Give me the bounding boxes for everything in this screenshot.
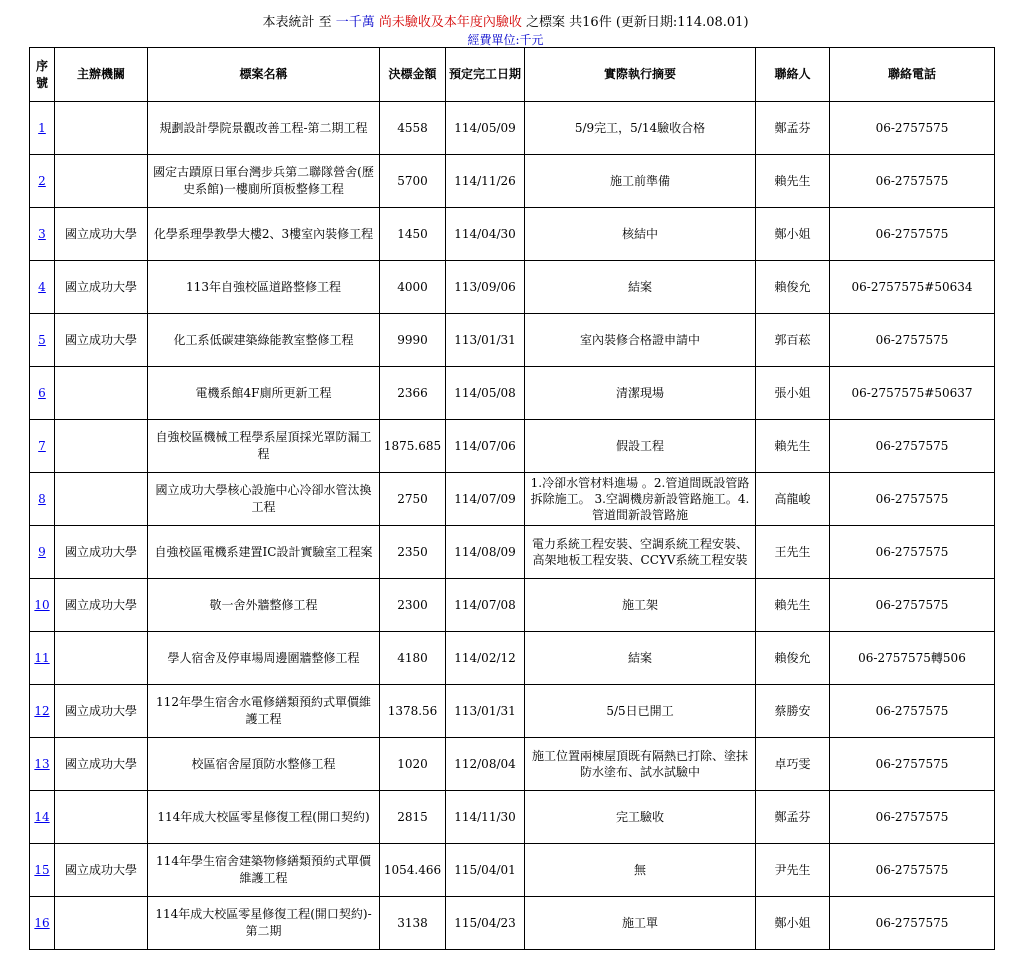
table-row	[30, 526, 995, 579]
cell-name: 化工系低碳建築綠能教室整修工程	[148, 314, 380, 367]
row-number-cell	[30, 738, 55, 791]
row-number-cell	[30, 526, 55, 579]
table-row	[30, 579, 995, 632]
cell-date: 114/05/08	[446, 367, 525, 420]
cell-amount: 1020	[380, 738, 446, 791]
cell-phone: 06-2757575	[830, 897, 995, 950]
col-header-date: 預定完工日期	[446, 48, 525, 102]
cell-amount: 2300	[380, 579, 446, 632]
row-number-cell	[30, 367, 55, 420]
cell-name: 114年成大校區零星修復工程(開口契約)	[148, 791, 380, 844]
cell-agency	[55, 473, 148, 526]
cell-contact: 鄭小姐	[756, 208, 830, 261]
cell-summary: 結案	[525, 261, 756, 314]
col-header-agency: 主辦機關	[55, 48, 148, 102]
unit-note: 經費單位:千元	[467, 33, 544, 47]
cell-phone: 06-2757575	[830, 155, 995, 208]
cell-summary: 1.冷卻水管材料進場 。2.管道間既設管路拆除施工。 3.空調機房新設管路施工。4.管道間新設管路施	[525, 473, 756, 526]
row-number-cell	[30, 897, 55, 950]
cell-agency: 國立成功大學	[55, 261, 148, 314]
table-row	[30, 685, 995, 738]
cell-name: 自強校區機械工程學系屋頂採光罩防漏工程	[148, 420, 380, 473]
title-suffix: 之標案 共16件 (更新日期:114.08.01)	[526, 15, 749, 30]
col-header-phone: 聯絡電話	[830, 48, 995, 102]
cell-contact: 鄭小姐	[756, 897, 830, 950]
cell-contact: 賴先生	[756, 420, 830, 473]
cell-summary: 施工單	[525, 897, 756, 950]
cell-phone: 06-2757575	[830, 420, 995, 473]
cell-summary: 施工前準備	[525, 155, 756, 208]
row-number-link[interactable]: 14	[34, 809, 50, 824]
row-number-cell	[30, 208, 55, 261]
row-number-link[interactable]: 5	[38, 332, 46, 347]
cell-date: 114/11/30	[446, 791, 525, 844]
cell-date: 114/04/30	[446, 208, 525, 261]
cell-phone: 06-2757575	[830, 685, 995, 738]
cell-summary: 5/5日已開工	[525, 685, 756, 738]
cell-name: 114年成大校區零星修復工程(開口契約)-第二期	[148, 897, 380, 950]
table-row	[30, 261, 995, 314]
cell-agency: 國立成功大學	[55, 314, 148, 367]
cell-date: 114/07/08	[446, 579, 525, 632]
row-number-link[interactable]: 3	[38, 226, 46, 241]
table-row	[30, 102, 995, 155]
row-number-cell	[30, 155, 55, 208]
cell-agency	[55, 155, 148, 208]
cell-contact: 蔡勝安	[756, 685, 830, 738]
cell-phone: 06-2757575	[830, 473, 995, 526]
cell-amount: 2750	[380, 473, 446, 526]
table-row	[30, 738, 995, 791]
cell-date: 114/07/06	[446, 420, 525, 473]
cell-agency: 國立成功大學	[55, 579, 148, 632]
row-number-cell	[30, 314, 55, 367]
report-title	[0, 14, 1011, 31]
cell-name: 114年學生宿舍建築物修繕類預約式單價維護工程	[148, 844, 380, 897]
row-number-link[interactable]: 13	[34, 756, 50, 771]
row-number-cell	[30, 685, 55, 738]
cell-amount: 3138	[380, 897, 446, 950]
cell-name: 校區宿舍屋頂防水整修工程	[148, 738, 380, 791]
cell-date: 113/01/31	[446, 314, 525, 367]
cell-date: 114/05/09	[446, 102, 525, 155]
cell-contact: 尹先生	[756, 844, 830, 897]
cell-contact: 高龍峻	[756, 473, 830, 526]
cell-amount: 1378.56	[380, 685, 446, 738]
cell-summary: 完工驗收	[525, 791, 756, 844]
cell-date: 115/04/23	[446, 897, 525, 950]
cell-phone: 06-2757575	[830, 844, 995, 897]
cell-agency	[55, 897, 148, 950]
table-row	[30, 897, 995, 950]
col-header-no: 序號	[30, 48, 55, 102]
cell-contact: 鄭孟芬	[756, 102, 830, 155]
table-row	[30, 155, 995, 208]
cell-date: 114/11/26	[446, 155, 525, 208]
cell-name: 國定古蹟原日軍台灣步兵第二聯隊營舍(歷史系館)一樓廁所頂板整修工程	[148, 155, 380, 208]
cell-contact: 賴俊允	[756, 632, 830, 685]
cell-phone: 06-2757575	[830, 526, 995, 579]
cell-summary: 假設工程	[525, 420, 756, 473]
cell-agency: 國立成功大學	[55, 738, 148, 791]
row-number-cell	[30, 579, 55, 632]
cell-amount: 5700	[380, 155, 446, 208]
cell-date: 114/07/09	[446, 473, 525, 526]
title-prefix: 本表統計 至	[262, 15, 336, 30]
table-row	[30, 367, 995, 420]
cell-contact: 張小姐	[756, 367, 830, 420]
cell-contact: 賴先生	[756, 579, 830, 632]
cell-name: 自強校區電機系建置IC設計實驗室工程案	[148, 526, 380, 579]
row-number-cell	[30, 261, 55, 314]
table-row	[30, 632, 995, 685]
col-header-contact: 聯絡人	[756, 48, 830, 102]
cell-contact: 卓巧雯	[756, 738, 830, 791]
cell-summary: 電力系統工程安裝、空調系統工程安裝、高架地板工程安裝、CCYV系統工程安裝	[525, 526, 756, 579]
cell-contact: 賴先生	[756, 155, 830, 208]
row-number-link[interactable]: 1	[38, 120, 46, 135]
cell-summary: 核結中	[525, 208, 756, 261]
row-number-cell	[30, 632, 55, 685]
cell-amount: 1875.685	[380, 420, 446, 473]
row-number-cell	[30, 102, 55, 155]
table-row	[30, 844, 995, 897]
title-amount: 一千萬	[335, 15, 375, 30]
cell-amount: 4180	[380, 632, 446, 685]
table-row	[30, 208, 995, 261]
cell-amount: 1054.466	[380, 844, 446, 897]
cell-name: 化學系理學教學大樓2、3樓室內裝修工程	[148, 208, 380, 261]
col-header-name: 標案名稱	[148, 48, 380, 102]
cell-summary: 室內裝修合格證申請中	[525, 314, 756, 367]
cell-agency: 國立成功大學	[55, 526, 148, 579]
cell-phone: 06-2757575	[830, 314, 995, 367]
table-row	[30, 473, 995, 526]
row-number-cell	[30, 420, 55, 473]
cell-agency: 國立成功大學	[55, 844, 148, 897]
cell-summary: 施工架	[525, 579, 756, 632]
cell-amount: 4558	[380, 102, 446, 155]
col-header-amount: 決標金額	[380, 48, 446, 102]
cell-amount: 9990	[380, 314, 446, 367]
cell-phone: 06-2757575轉506	[830, 632, 995, 685]
cell-phone: 06-2757575	[830, 208, 995, 261]
table-row	[30, 791, 995, 844]
cell-date: 113/01/31	[446, 685, 525, 738]
cell-amount: 2366	[380, 367, 446, 420]
row-number-link[interactable]: 6	[38, 385, 46, 400]
cell-agency	[55, 367, 148, 420]
cell-date: 115/04/01	[446, 844, 525, 897]
cell-phone: 06-2757575	[830, 791, 995, 844]
cell-amount: 4000	[380, 261, 446, 314]
col-header-summary: 實際執行摘要	[525, 48, 756, 102]
row-number-link[interactable]: 4	[38, 279, 46, 294]
cell-name: 學人宿舍及停車場周邊圍牆整修工程	[148, 632, 380, 685]
row-number-cell	[30, 791, 55, 844]
cell-summary: 結案	[525, 632, 756, 685]
cell-date: 112/08/04	[446, 738, 525, 791]
row-number-link[interactable]: 7	[38, 438, 46, 453]
cell-agency	[55, 102, 148, 155]
cell-date: 113/09/06	[446, 261, 525, 314]
row-number-link[interactable]: 10	[34, 597, 50, 612]
title-status: 尚未驗收及本年度內驗收	[378, 15, 522, 30]
row-number-link[interactable]: 8	[38, 491, 46, 506]
cell-date: 114/08/09	[446, 526, 525, 579]
table-header-row	[30, 48, 995, 102]
cell-amount: 2815	[380, 791, 446, 844]
cell-name: 112年學生宿舍水電修繕類預約式單價維護工程	[148, 685, 380, 738]
row-number-link[interactable]: 16	[34, 915, 50, 930]
cell-name: 規劃設計學院景觀改善工程-第二期工程	[148, 102, 380, 155]
cell-name: 電機系館4F廁所更新工程	[148, 367, 380, 420]
cell-summary: 施工位置兩棟屋頂既有隔熱已打除、塗抹防水塗布、試水試驗中	[525, 738, 756, 791]
tender-table	[29, 47, 995, 950]
cell-phone: 06-2757575	[830, 738, 995, 791]
cell-summary: 無	[525, 844, 756, 897]
cell-phone: 06-2757575	[830, 102, 995, 155]
cell-contact: 鄭孟芬	[756, 791, 830, 844]
table-row	[30, 420, 995, 473]
cell-phone: 06-2757575	[830, 579, 995, 632]
row-number-link[interactable]: 9	[38, 544, 46, 559]
row-number-link[interactable]: 15	[34, 862, 50, 877]
table-row	[30, 314, 995, 367]
cell-agency	[55, 632, 148, 685]
cell-contact: 賴俊允	[756, 261, 830, 314]
cell-phone: 06-2757575#50637	[830, 367, 995, 420]
row-number-link[interactable]: 2	[38, 173, 46, 188]
row-number-cell	[30, 473, 55, 526]
row-number-cell	[30, 844, 55, 897]
cell-summary: 5/9完工，5/14驗收合格	[525, 102, 756, 155]
cell-amount: 2350	[380, 526, 446, 579]
row-number-link[interactable]: 12	[34, 703, 50, 718]
cell-agency: 國立成功大學	[55, 208, 148, 261]
row-number-link[interactable]: 11	[34, 650, 50, 665]
cell-name: 敬一舍外牆整修工程	[148, 579, 380, 632]
cell-contact: 王先生	[756, 526, 830, 579]
cell-name: 113年自強校區道路整修工程	[148, 261, 380, 314]
cell-agency	[55, 791, 148, 844]
cell-contact: 郭百菘	[756, 314, 830, 367]
cell-agency	[55, 420, 148, 473]
cell-name: 國立成功大學核心設施中心冷卻水管汰換工程	[148, 473, 380, 526]
cell-summary: 清潔現場	[525, 367, 756, 420]
cell-date: 114/02/12	[446, 632, 525, 685]
cell-agency: 國立成功大學	[55, 685, 148, 738]
cell-amount: 1450	[380, 208, 446, 261]
cell-phone: 06-2757575#50634	[830, 261, 995, 314]
